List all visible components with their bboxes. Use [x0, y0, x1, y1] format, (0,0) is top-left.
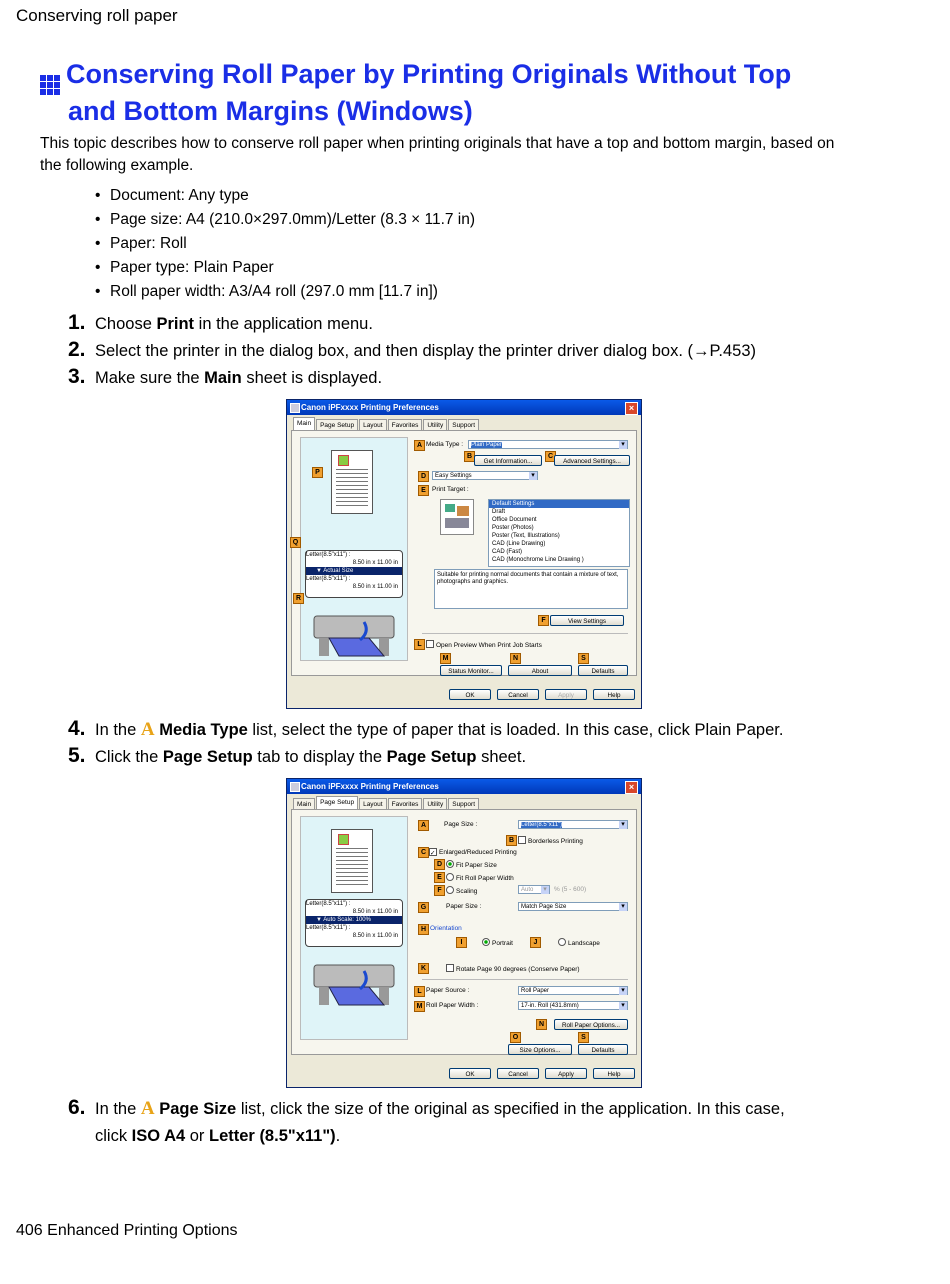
portrait-label: Portrait: [492, 940, 513, 947]
list-item[interactable]: Default Settings: [489, 500, 629, 508]
title-line-1: Conserving Roll Paper by Printing Originals Without Top: [66, 59, 792, 89]
document-preview: [331, 450, 373, 514]
intro-paragraph: This topic describes how to conserve roll paper when printing originals that have a top and bottom margin, based on the following example.: [40, 135, 835, 174]
step-1: [68, 309, 868, 338]
borderless-label: Borderless Printing: [528, 838, 583, 845]
step-bold: ISO A4: [131, 1127, 186, 1145]
step-bold: Page Size: [154, 1100, 237, 1118]
grid-icon: [40, 75, 62, 95]
tab-layout[interactable]: Layout: [359, 798, 387, 810]
document-preview: [331, 829, 373, 893]
step-4: [68, 715, 868, 744]
step-text: Click the: [95, 748, 163, 766]
image-icon: [338, 455, 349, 466]
page-title: [40, 58, 860, 127]
scaling-range: % (5 - 600): [554, 886, 587, 893]
step-bold: Page Setup: [162, 748, 253, 766]
size-info-box: [305, 550, 403, 598]
close-icon[interactable]: ×: [625, 402, 638, 415]
print-target-label: Print Target :: [432, 486, 469, 493]
checkbox[interactable]: ✓: [430, 850, 436, 857]
callout-a: A: [418, 820, 429, 831]
status-monitor-button[interactable]: Status Monitor...: [440, 665, 502, 676]
fit-roll-radio[interactable]: [446, 873, 514, 882]
callout-k: K: [418, 963, 429, 974]
tab-favorites[interactable]: Favorites: [388, 798, 423, 810]
callout-s: S: [578, 653, 589, 664]
callout-l: L: [414, 986, 425, 997]
easy-settings-value: Easy Settings: [435, 473, 472, 479]
step-text: sheet.: [476, 748, 527, 766]
page-setup-sheet: [291, 809, 637, 1055]
original-size-value: 8.50 in x 11.00 in: [352, 909, 398, 915]
running-header: Conserving roll paper: [16, 6, 178, 25]
step-text: tab to display the: [252, 748, 387, 766]
callout-c: C: [545, 451, 556, 462]
radio[interactable]: [446, 873, 454, 881]
enlarged-reduced-checkbox[interactable]: [429, 848, 517, 856]
paper-size-label: Paper Size :: [446, 903, 482, 910]
media-type-label: Media Type :: [426, 441, 464, 448]
checkbox[interactable]: [518, 836, 526, 844]
step-bold: Main: [204, 369, 242, 387]
callout-n: N: [510, 653, 521, 664]
step-bold: Print: [156, 315, 195, 333]
callout-b: B: [506, 835, 517, 846]
callout-q: Q: [290, 537, 301, 548]
step-2: [68, 336, 928, 365]
output-size-value: 8.50 in x 11.00 in: [352, 933, 398, 939]
page-size-select[interactable]: [518, 820, 628, 829]
scale-label: Auto Scale: 100%: [323, 917, 371, 923]
radio[interactable]: [446, 886, 454, 894]
radio[interactable]: [558, 938, 566, 946]
media-type-value: Plain Paper: [471, 442, 503, 448]
printing-preferences-dialog-main: [286, 399, 642, 709]
printer-illustration: [309, 608, 399, 658]
list-item[interactable]: CAD (Line Drawing): [492, 541, 546, 547]
tab-utility[interactable]: Utility: [423, 798, 447, 810]
borderless-checkbox[interactable]: [518, 836, 583, 845]
tab-utility[interactable]: Utility: [423, 419, 447, 431]
list-item: • Roll paper width: A3/A4 roll (297.0 mm [11.7 in]): [95, 280, 475, 304]
tab-support[interactable]: Support: [448, 798, 479, 810]
scale-bar: ▼ Actual Size: [306, 567, 402, 575]
help-button[interactable]: Help: [593, 1068, 635, 1079]
callout-m: M: [440, 653, 451, 664]
advanced-settings-button[interactable]: Advanced Settings...: [554, 455, 630, 466]
roll-width-value: 17-in. Roll (431.8mm): [521, 1003, 579, 1009]
checkbox[interactable]: [446, 964, 454, 972]
about-button[interactable]: About: [508, 665, 572, 676]
main-sheet: [291, 430, 637, 676]
step-text: In the: [95, 721, 141, 739]
callout-letter: A: [140, 1098, 155, 1119]
dialog-title-bar: [287, 400, 641, 415]
roll-width-select[interactable]: [518, 1001, 628, 1010]
step-bold: Page Setup: [386, 748, 477, 766]
image-icon: [338, 834, 349, 845]
orientation-label: Orientation: [430, 925, 462, 932]
radio[interactable]: [482, 938, 490, 946]
paper-source-label: Paper Source :: [426, 987, 470, 994]
output-size-value: 8.50 in x 11.00 in: [352, 584, 398, 590]
step-text: Make sure the: [95, 369, 205, 387]
landscape-label: Landscape: [568, 940, 600, 947]
help-button[interactable]: Help: [593, 689, 635, 700]
apply-button[interactable]: Apply: [545, 1068, 587, 1079]
paper-source-select[interactable]: [518, 986, 628, 995]
list-item[interactable]: Poster (Photos): [492, 525, 534, 531]
step-6: [68, 1094, 888, 1150]
size-info-box: [305, 899, 403, 947]
callout-r: R: [293, 593, 304, 604]
scaling-radio[interactable]: [446, 886, 477, 895]
ok-button[interactable]: OK: [449, 1068, 491, 1079]
ok-button[interactable]: OK: [449, 689, 491, 700]
apply-button[interactable]: Apply: [545, 689, 587, 700]
output-size-label: Letter(8.5"x11") :: [306, 576, 351, 582]
step-text: or: [185, 1127, 210, 1145]
callout-f: F: [434, 885, 445, 896]
dialog-title: Canon iPFxxxx Printing Preferences: [301, 403, 439, 412]
defaults-button[interactable]: Defaults: [578, 665, 628, 676]
preview-pane: [300, 816, 408, 1040]
callout-letter: A: [140, 719, 155, 740]
tab-page-setup[interactable]: Page Setup: [316, 419, 358, 431]
roll-paper-options-button[interactable]: Roll Paper Options...: [554, 1019, 628, 1030]
callout-c: C: [418, 847, 429, 858]
open-preview-label: Open Preview When Print Job Starts: [436, 642, 542, 649]
callout-h: H: [418, 924, 429, 935]
list-item[interactable]: Poster (Text, Illustrations): [492, 533, 560, 539]
callout-d: D: [418, 471, 429, 482]
scaling-value: Auto: [521, 887, 534, 893]
fit-paper-label: Fit Paper Size: [456, 862, 497, 869]
callout-p: P: [312, 467, 323, 478]
callout-d: D: [434, 859, 445, 870]
step-number: 3.: [68, 365, 86, 388]
page-size-label: Page Size :: [444, 821, 478, 828]
scaling-label: Scaling: [456, 888, 478, 895]
step-number: 1.: [68, 311, 86, 334]
printer-illustration: [309, 957, 399, 1007]
defaults-button[interactable]: Defaults: [578, 1044, 628, 1055]
step-number: 5.: [68, 744, 86, 767]
page-size-value: Letter(8.5"x11"): [521, 822, 563, 828]
paper-size-select[interactable]: [518, 902, 628, 911]
step-text: click: [95, 1127, 132, 1145]
original-size-label: Letter(8.5"x11") :: [306, 552, 351, 558]
step-text: In the: [95, 1100, 141, 1118]
scale-label: Actual Size: [323, 568, 354, 574]
callout-b: B: [464, 451, 475, 462]
title-line-2: and Bottom Margins (Windows): [68, 96, 473, 126]
callout-l: L: [414, 639, 425, 650]
cancel-button[interactable]: Cancel: [497, 1068, 539, 1079]
rotate-label: Rotate Page 90 degrees (Conserve Paper): [456, 966, 580, 973]
easy-settings-select[interactable]: [432, 471, 538, 480]
description-box: Suitable for printing normal documents that contain a mixture of text, photographs and graphics.: [434, 569, 628, 609]
list-item[interactable]: Draft: [492, 509, 506, 515]
tab-layout[interactable]: Layout: [359, 419, 387, 431]
rotate-checkbox[interactable]: [446, 964, 580, 973]
step-6-continued: [68, 1123, 888, 1150]
size-options-button[interactable]: Size Options...: [508, 1044, 572, 1055]
printer-icon: [290, 782, 300, 792]
enlarged-label: Enlarged/Reduced Printing: [439, 849, 517, 856]
step-text: list, select the type of paper that is loaded. In this case, click Plain Paper.: [247, 721, 784, 739]
example-list: [95, 184, 475, 304]
printer-icon: [290, 403, 300, 413]
original-size-label: Letter(8.5"x11") :: [306, 901, 351, 907]
portrait-radio[interactable]: [482, 938, 513, 947]
list-item: • Paper type: Plain Paper: [95, 256, 475, 280]
close-icon[interactable]: ×: [625, 781, 638, 794]
step-bold: Letter (8.5"x11"): [209, 1127, 336, 1145]
callout-f: F: [538, 615, 549, 626]
view-settings-button[interactable]: View Settings: [550, 615, 624, 626]
step-text: list, click the size of the original as specified in the application. In this case,: [236, 1100, 785, 1118]
printing-preferences-dialog-page-setup: [286, 778, 642, 1088]
tab-main[interactable]: Main: [293, 798, 315, 810]
tab-favorites[interactable]: Favorites: [388, 419, 423, 431]
list-item: • Document: Any type: [95, 184, 475, 208]
step-text: .: [335, 1127, 341, 1145]
fit-paper-radio[interactable]: [446, 860, 497, 869]
callout-n: N: [536, 1019, 547, 1030]
list-item: • Page size: A4 (210.0×297.0mm)/Letter (8.3 × 11.7 in): [95, 208, 475, 232]
list-item: • Paper: Roll: [95, 232, 475, 256]
paper-size-value: Match Page Size: [521, 904, 567, 910]
scale-bar: ▼ Auto Scale: 100%: [306, 916, 402, 924]
media-type-select[interactable]: [468, 440, 628, 449]
print-target-icon: [440, 499, 474, 535]
step-bold: Media Type: [154, 721, 248, 739]
step-text: sheet is displayed.: [241, 369, 383, 387]
open-preview-checkbox[interactable]: [426, 640, 542, 649]
callout-s: S: [578, 1032, 589, 1043]
cancel-button[interactable]: Cancel: [497, 689, 539, 700]
page-footer: 406 Enhanced Printing Options: [16, 1222, 238, 1239]
paper-source-value: Roll Paper: [521, 988, 550, 994]
step-text: Choose: [95, 315, 157, 333]
scaling-spinner[interactable]: [518, 885, 550, 894]
callout-a: A: [414, 440, 425, 451]
tab-support[interactable]: Support: [448, 419, 479, 431]
fit-roll-label: Fit Roll Paper Width: [456, 875, 514, 882]
step-number: 6.: [68, 1096, 86, 1119]
callout-e: E: [418, 485, 429, 496]
callout-g: G: [418, 902, 429, 913]
callout-i: I: [456, 937, 467, 948]
output-size-label: Letter(8.5"x11") :: [306, 925, 351, 931]
list-item[interactable]: CAD (Fast): [492, 549, 522, 555]
step-text: in the application menu.: [194, 315, 373, 333]
landscape-radio[interactable]: [558, 938, 600, 947]
step-5: [68, 742, 868, 771]
step-number: 2.: [68, 338, 86, 361]
radio[interactable]: [446, 860, 454, 868]
step-text: Select the printer in the dialog box, and then display the printer driver dialog box. (→P.453): [95, 342, 757, 360]
callout-m: M: [414, 1001, 425, 1012]
list-item[interactable]: Office Document: [492, 517, 537, 523]
step-number: 4.: [68, 717, 86, 740]
tab-main[interactable]: Main: [293, 417, 315, 431]
dialog-title: Canon iPFxxxx Printing Preferences: [301, 782, 439, 791]
print-target-list[interactable]: [488, 499, 630, 567]
original-size-value: 8.50 in x 11.00 in: [352, 560, 398, 566]
list-item[interactable]: CAD (Monochrome Line Drawing ): [492, 557, 584, 563]
callout-o: O: [510, 1032, 521, 1043]
checkbox[interactable]: [426, 640, 434, 648]
step-3: [68, 363, 868, 392]
roll-width-label: Roll Paper Width :: [426, 1002, 479, 1009]
dialog-title-bar: [287, 779, 641, 794]
callout-j: J: [530, 937, 541, 948]
callout-e: E: [434, 872, 445, 883]
tab-page-setup[interactable]: Page Setup: [316, 796, 358, 810]
get-information-button[interactable]: Get Information...: [474, 455, 542, 466]
